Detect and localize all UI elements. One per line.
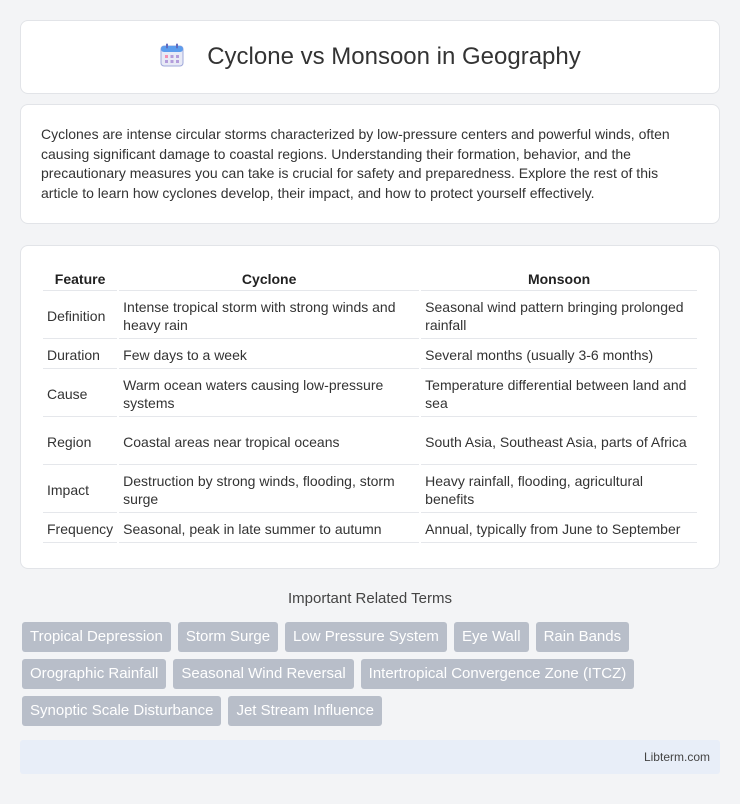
table-row bbox=[43, 419, 697, 465]
column-header-monsoon: Monsoon bbox=[421, 268, 697, 291]
related-term-tag[interactable]: Rain Bands bbox=[536, 622, 630, 652]
footer bbox=[20, 740, 720, 774]
related-term-tag[interactable]: Intertropical Convergence Zone (ITCZ) bbox=[361, 659, 635, 689]
table-row bbox=[43, 467, 697, 513]
related-terms-title: Important Related Terms bbox=[288, 590, 452, 607]
monsoon-cell: Heavy rainfall, flooding, agricultural benefits bbox=[421, 467, 697, 513]
related-term-tag[interactable]: Tropical Depression bbox=[22, 622, 171, 652]
title-wrap bbox=[159, 42, 581, 73]
intro-card bbox=[20, 104, 720, 224]
cyclone-cell: Intense tropical storm with strong winds and heavy rain bbox=[119, 293, 419, 339]
table-row bbox=[43, 371, 697, 417]
related-terms-list bbox=[22, 622, 722, 726]
monsoon-cell: Several months (usually 3-6 months) bbox=[421, 341, 697, 369]
column-header-feature: Feature bbox=[43, 268, 117, 291]
related-term-tag[interactable]: Synoptic Scale Disturbance bbox=[22, 696, 221, 726]
table-row bbox=[43, 341, 697, 369]
related-term-tag[interactable]: Storm Surge bbox=[178, 622, 278, 652]
header-card bbox=[20, 20, 720, 94]
page-title: Cyclone vs Monsoon in Geography bbox=[207, 43, 581, 70]
calendar-icon bbox=[159, 42, 185, 73]
feature-cell: Region bbox=[43, 419, 117, 465]
monsoon-cell: Annual, typically from June to September bbox=[421, 515, 697, 543]
related-term-tag[interactable]: Orographic Rainfall bbox=[22, 659, 166, 689]
monsoon-cell: Temperature differential between land and sea bbox=[421, 371, 697, 417]
table-row bbox=[43, 293, 697, 339]
footer-site-link[interactable]: Libterm.com bbox=[643, 750, 710, 764]
monsoon-cell: Seasonal wind pattern bringing prolonged rainfall bbox=[421, 293, 697, 339]
related-term-tag[interactable]: Jet Stream Influence bbox=[228, 696, 382, 726]
feature-cell: Duration bbox=[43, 341, 117, 369]
column-header-cyclone: Cyclone bbox=[119, 268, 419, 291]
cyclone-cell: Warm ocean waters causing low-pressure systems bbox=[119, 371, 419, 417]
cyclone-cell: Seasonal, peak in late summer to autumn bbox=[119, 515, 419, 543]
comparison-table-card bbox=[20, 245, 720, 569]
table-header-row bbox=[43, 268, 697, 291]
cyclone-cell: Few days to a week bbox=[119, 341, 419, 369]
cyclone-cell: Coastal areas near tropical oceans bbox=[119, 419, 419, 465]
cyclone-cell: Destruction by strong winds, flooding, storm surge bbox=[119, 467, 419, 513]
feature-cell: Frequency bbox=[43, 515, 117, 543]
related-term-tag[interactable]: Low Pressure System bbox=[285, 622, 447, 652]
feature-cell: Cause bbox=[43, 371, 117, 417]
feature-cell: Definition bbox=[43, 293, 117, 339]
table-row bbox=[43, 515, 697, 543]
monsoon-cell: South Asia, Southeast Asia, parts of Africa bbox=[421, 419, 697, 465]
related-term-tag[interactable]: Eye Wall bbox=[454, 622, 529, 652]
related-term-tag[interactable]: Seasonal Wind Reversal bbox=[173, 659, 353, 689]
intro-paragraph: Cyclones are intense circular storms characterized by low-pressure centers and powerful winds, often causing significant damage to coastal regions. Understanding their formation, behavior, and the precautionary measures you can take is crucial for safety and preparedness. Explore the rest of this article to learn how cyclones develop, their impact, and how to protect yourself effectively. bbox=[41, 126, 670, 201]
comparison-table bbox=[41, 266, 699, 545]
feature-cell: Impact bbox=[43, 467, 117, 513]
